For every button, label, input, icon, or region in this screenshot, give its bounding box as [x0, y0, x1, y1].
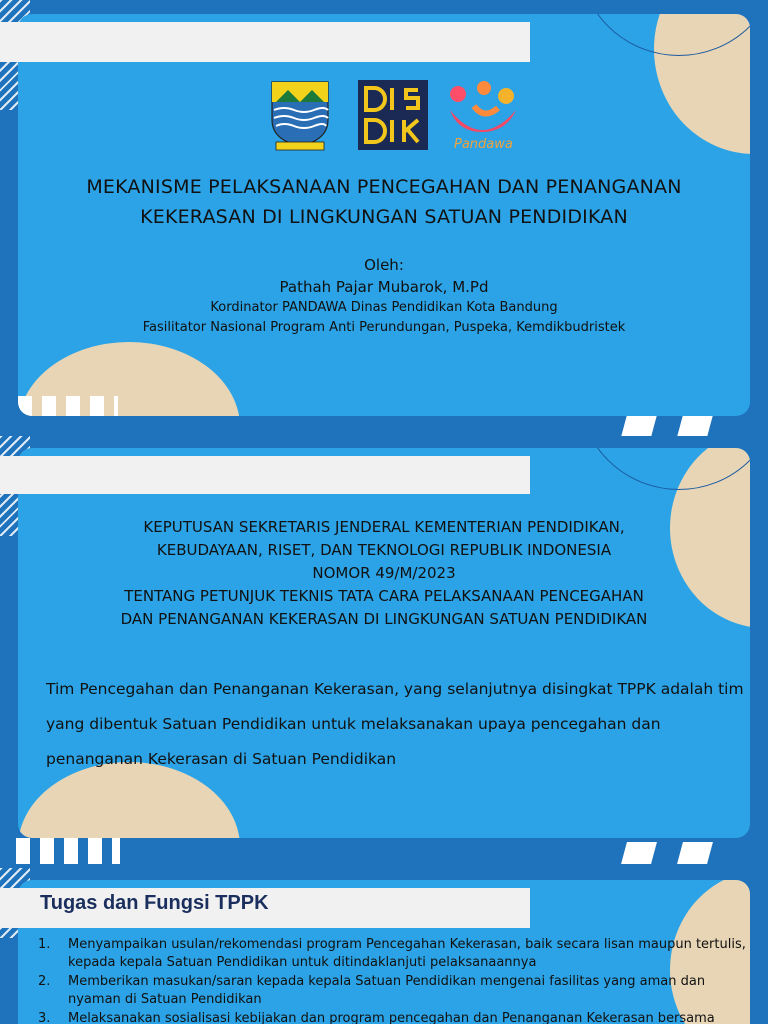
- presenter-name: Pathah Pajar Mubarok, M.Pd: [279, 278, 489, 296]
- definition-line: yang dibentuk Satuan Pendidikan untuk melaksanakan upaya pencegahan dan: [46, 715, 661, 733]
- list-number: 3.: [38, 1011, 51, 1024]
- title-bar: [0, 456, 530, 494]
- list-item-line: nyaman di Satuan Pendidikan: [68, 991, 262, 1007]
- slide-3-heading: Tugas dan Fungsi TPPK: [40, 892, 269, 914]
- decree-line: DAN PENANGANAN KEKERASAN DI LINGKUNGAN SATUAN PENDIDIKAN: [120, 610, 648, 628]
- white-tab-right-1: [621, 416, 656, 436]
- presenter-role-1: Kordinator PANDAWA Dinas Pendidikan Kota Bandung: [210, 300, 558, 315]
- white-deco-shape: [16, 838, 120, 864]
- list-item: [38, 973, 750, 1008]
- definition-line: penanganan Kekerasan di Satuan Pendidikan: [46, 750, 397, 768]
- definition-line: Tim Pencegahan dan Penanganan Kekerasan, yang selanjutnya disingkat TPPK adalah tim: [46, 680, 744, 698]
- decree-line: KEPUTUSAN SEKRETARIS JENDERAL KEMENTERIAN PENDIDIKAN,: [143, 518, 625, 536]
- white-deco-shape: [18, 396, 118, 416]
- decree-block: [18, 516, 750, 631]
- white-tab-right-2: [677, 416, 712, 436]
- decree-line: TENTANG PETUNJUK TEKNIS TATA CARA PELAKSANAAN PENCEGAHAN: [124, 587, 644, 605]
- slide-2: [0, 436, 768, 868]
- list-item-line: kepada kepala Satuan Pendidikan untuk ditindaklanjuti pelaksanaannya: [68, 954, 537, 970]
- slide-1-title: [18, 172, 750, 232]
- tppk-definition: [46, 672, 766, 777]
- tppk-duties-list: [38, 936, 750, 1024]
- disdik-logo: [358, 80, 428, 150]
- presenter-role-2: Fasilitator Nasional Program Anti Perundungan, Puspeka, Kemdikbudristek: [142, 320, 626, 335]
- white-tab-right-2: [677, 842, 713, 864]
- title-line-2: KEKERASAN DI LINGKUNGAN SATUAN PENDIDIKAN: [140, 206, 628, 228]
- list-item-line: Memberikan masukan/saran kepada kepala Satuan Pendidikan mengenai fasilitas yang aman dan: [68, 974, 706, 989]
- decree-line: NOMOR 49/M/2023: [312, 564, 456, 582]
- list-number: 2.: [38, 974, 51, 989]
- slide-1: [0, 0, 768, 436]
- list-item: [38, 1010, 750, 1024]
- decree-line: KEBUDAYAAN, RISET, DAN TEKNOLOGI REPUBLIK INDONESIA: [156, 541, 612, 559]
- list-item: [38, 936, 750, 971]
- pandawa-logo: [444, 80, 522, 152]
- title-line-1: MEKANISME PELAKSANAAN PENCEGAHAN DAN PENANGANAN: [86, 176, 682, 198]
- bandung-seal-logo: [268, 80, 332, 152]
- title-bar: [0, 22, 530, 62]
- list-number: 1.: [38, 937, 51, 952]
- pandawa-logo-text: Pandawa: [454, 137, 513, 152]
- white-tab-right-1: [621, 842, 657, 864]
- slide-2-panel: [18, 448, 750, 838]
- presenter-block: [18, 254, 750, 338]
- by-label: Oleh:: [364, 256, 404, 274]
- list-item-line: Menyampaikan usulan/rekomendasi program Pencegahan Kekerasan, baik secara lisan maupun tertulis,: [68, 937, 746, 952]
- slide-3: [0, 868, 768, 1024]
- list-item-line: Melaksanakan sosialisasi kebijakan dan program pencegahan dan Penanganan Kekerasan bersama: [68, 1011, 715, 1024]
